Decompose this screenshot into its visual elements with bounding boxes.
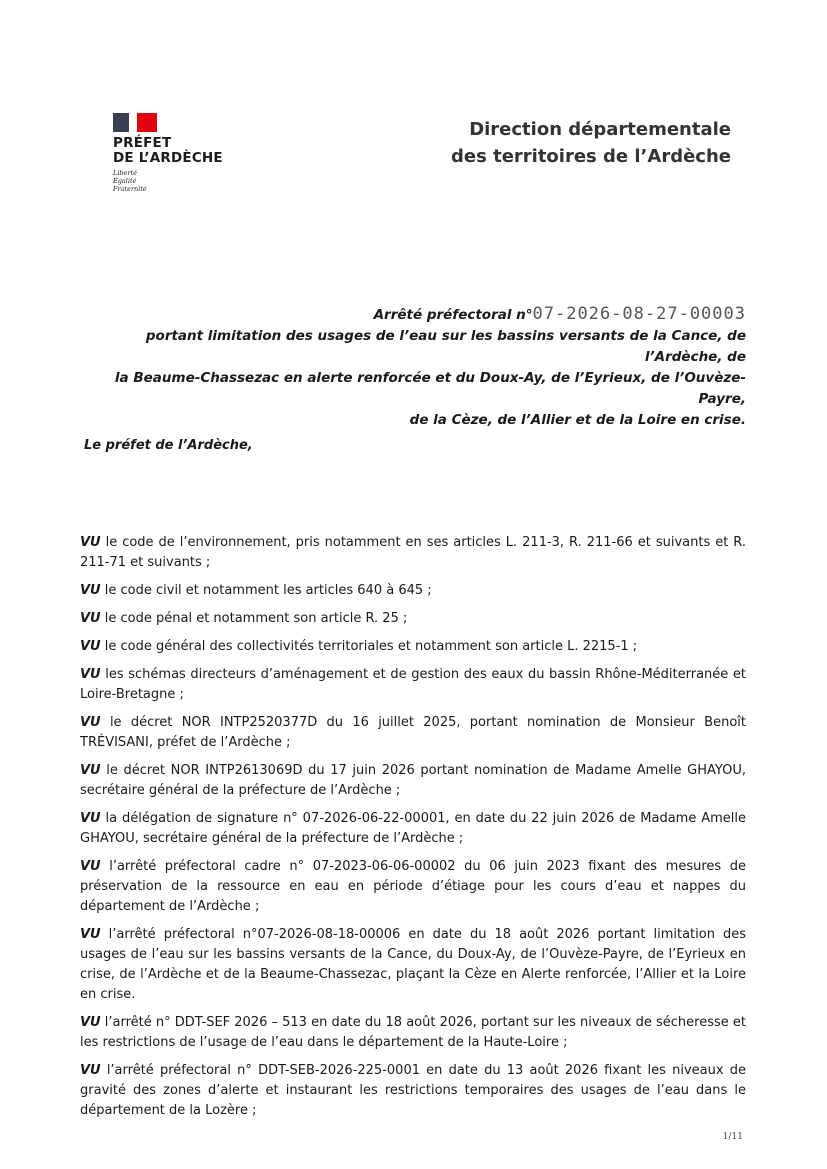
consideration-5 — [80, 665, 746, 705]
decree-title — [80, 304, 746, 431]
title-line-2: la Beaume-Chassezac en alerte renforcée et du Doux-Ay, de l’Eyrieux, de l’Ouvèze-Payre, — [114, 370, 746, 407]
consideration-10 — [80, 925, 746, 1005]
consideration-11 — [80, 1013, 746, 1053]
motto-egalite: Égalité — [113, 177, 137, 185]
vu-label: VU — [80, 811, 101, 826]
consideration-4 — [80, 637, 746, 657]
title-line-1: portant limitation des usages de l’eau sur les bassins versants de la Cance, de l’Ardèche, de — [145, 328, 746, 365]
marianne-flag-icon — [113, 113, 157, 132]
vu-label: VU — [80, 1015, 101, 1030]
consideration-text: les schémas directeurs d’aménagement et de gestion des eaux du bassin Rhône-Méditerranée et Loire-Bretagne ; — [80, 667, 746, 702]
consideration-text: le code de l’environnement, pris notamment en ses articles L. 211-3, R. 211-66 et suivants et R. 211-71 et suivants ; — [80, 535, 746, 570]
prefecture-logo — [113, 113, 243, 193]
vu-label: VU — [80, 1063, 101, 1078]
consideration-8 — [80, 809, 746, 849]
consideration-1 — [80, 533, 746, 573]
consideration-3 — [80, 609, 746, 629]
direction-heading — [451, 116, 731, 170]
consideration-text: l’arrêté préfectoral n° DDT-SEB-2026-225-0001 en date du 13 août 2026 fixant les niveaux de gravité des zones d’alerte et instaurant les restrictions temporaires des usages de l’eau dans le département de la Lozère ; — [80, 1063, 746, 1118]
prefet-line: Le préfet de l’Ardèche, — [84, 438, 253, 453]
consideration-text: le code civil et notamment les articles 640 à 645 ; — [104, 583, 432, 598]
direction-line-2: des territoires de l’Ardèche — [451, 146, 731, 167]
consideration-text: le décret NOR INTP2520377D du 16 juillet 2025, portant nomination de Monsieur Benoît TRÉVISANI, préfet de l’Ardèche ; — [80, 715, 746, 750]
direction-line-1: Direction départementale — [469, 119, 731, 140]
consideration-9 — [80, 857, 746, 917]
consideration-text: le code pénal et notamment son article R. 25 ; — [104, 611, 408, 626]
vu-label: VU — [80, 583, 101, 598]
considerations-list — [80, 533, 746, 1129]
page-number: 1/11 — [722, 1132, 743, 1142]
vu-label: VU — [80, 927, 101, 942]
consideration-text: le décret NOR INTP2613069D du 17 juin 2026 portant nomination de Madame Amelle GHAYOU, secrétaire général de la préfecture de l’Ardèche ; — [80, 763, 746, 798]
vu-label: VU — [80, 639, 101, 654]
consideration-12 — [80, 1061, 746, 1121]
vu-label: VU — [80, 611, 101, 626]
motto — [113, 169, 243, 193]
consideration-text: la délégation de signature n° 07-2026-06-22-00001, en date du 22 juin 2026 de Madame Amelle GHAYOU, secrétaire général de la préfecture de l’Ardèche ; — [80, 811, 746, 846]
motto-liberte: Liberté — [113, 169, 137, 177]
consideration-text: l’arrêté n° DDT-SEF 2026 – 513 en date du 18 août 2026, portant sur les niveaux de sécheresse et les restrictions de l’usage de l’eau dans le département de la Haute-Loire ; — [80, 1015, 746, 1050]
title-line-3: de la Cèze, de l’Allier et de la Loire en crise. — [409, 412, 746, 428]
consideration-text: l’arrêté préfectoral n°07-2026-08-18-00006 en date du 18 août 2026 portant limitation des usages de l’eau sur les bassins versants de la Cance, du Doux-Ay, de l’Ouvèze-Payre, de l’Eyrieux en crise, de l’Ardèche et de la Beaume-Chassezac, plaçant la Cèze en Alerte renforcée, l’Allier et la Loire en crise. — [80, 927, 746, 1002]
consideration-6 — [80, 713, 746, 753]
decree-number-handwritten: 07-2026-08-27-00003 — [532, 304, 746, 324]
decree-prefix: Arrêté préfectoral n° — [373, 307, 533, 323]
logo-line-1: PRÉFET — [113, 135, 172, 151]
logo-line-2: DE L’ARDÈCHE — [113, 150, 223, 166]
consideration-text: le code général des collectivités territoriales et notamment son article L. 2215-1 ; — [104, 639, 638, 654]
consideration-7 — [80, 761, 746, 801]
decree-number-line — [80, 304, 746, 326]
vu-label: VU — [80, 763, 101, 778]
vu-label: VU — [80, 535, 101, 550]
motto-fraternite: Fraternité — [113, 185, 147, 193]
consideration-text: l’arrêté préfectoral cadre n° 07-2023-06-06-00002 du 06 juin 2023 fixant des mesures de préservation de la ressource en eau en période d’étiage pour les cours d’eau et nappes du département de l’Ardèche ; — [80, 859, 746, 914]
consideration-2 — [80, 581, 746, 601]
vu-label: VU — [80, 667, 101, 682]
vu-label: VU — [80, 859, 101, 874]
vu-label: VU — [80, 715, 101, 730]
